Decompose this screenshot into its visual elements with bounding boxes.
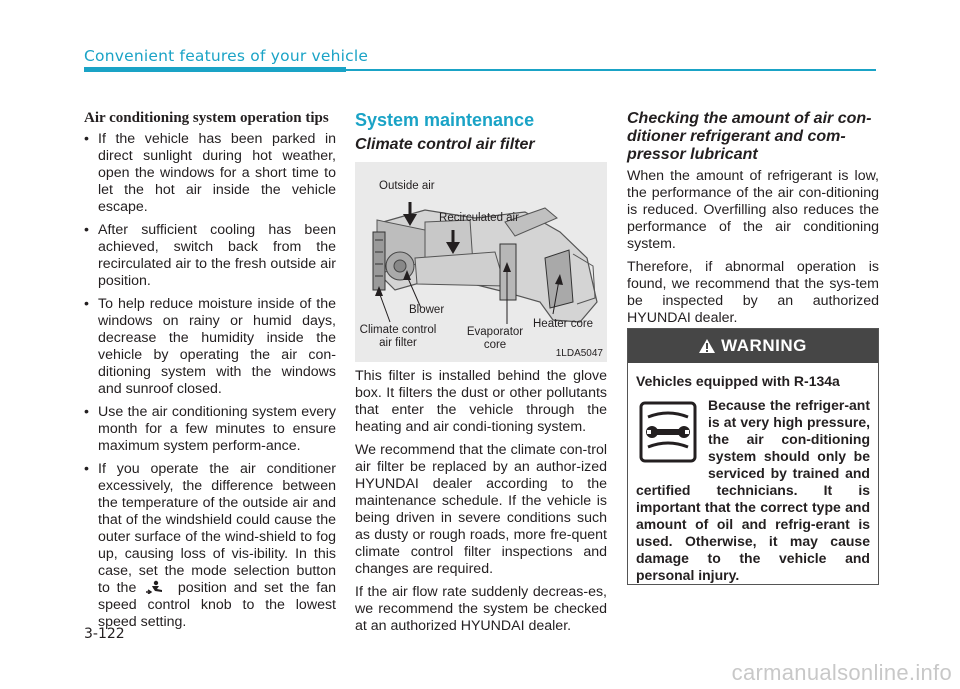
- air-filter-diagram: [355, 162, 607, 362]
- ac-tips-list: [84, 131, 336, 631]
- label-climate-filter: Climate control air filter: [359, 324, 437, 349]
- refrigerant-paragraph-1: When the amount of refrigerant is low, the performance of the air con-ditioning is reduced. Overfilling also reduces the performance of the air conditioning system.: [627, 168, 879, 252]
- air-filter-subtitle: Climate control air filter: [355, 136, 535, 153]
- ac-tips-heading: Air conditioning system operation tips: [84, 110, 329, 126]
- label-evaporator: Evaporator core: [466, 326, 524, 351]
- system-maintenance-title: System maintenance: [355, 110, 535, 130]
- refrigerant-check-title: Checking the amount of air con-ditioner refrigerant and com-pressor lubricant: [627, 110, 872, 163]
- filter-paragraph-1: This filter is installed behind the glove box. It filters the dust or other pollutants that enter the vehicle through the heating and air condi-tioning system.: [355, 368, 607, 435]
- warning-body: [628, 363, 878, 584]
- refrigerant-paragraph-2: Therefore, if abnormal operation is found, we recommend that the sys-tem be inspected by an authorized HYUNDAI dealer.: [627, 259, 879, 326]
- warning-box: [627, 328, 879, 585]
- label-outside-air: Outside air: [379, 180, 435, 192]
- wrench-book-icon: [638, 399, 698, 465]
- ac-tip-4: • Use the air conditioning system every month for a few minutes to ensure maximum system perform-ance.: [84, 404, 336, 455]
- column-3: [627, 110, 879, 333]
- ac-tip-5-before: If you operate the air conditioner excessively, the difference between the temperature of the outside air and that of the windshield could cause the outer surface of the wind-shield to fog up, causing loss of vis-ibility. In this case, set the mode selection button to the: [98, 461, 336, 596]
- warning-label: WARNING: [721, 336, 807, 355]
- column-2: [355, 110, 607, 641]
- header-rule-thick: [84, 67, 346, 72]
- ac-tip-1: • If the vehicle has been parked in direct sunlight during hot weather, open the windows for a short time to let the hot air inside the vehicle escape.: [84, 131, 336, 216]
- label-blower: Blower: [409, 304, 445, 316]
- label-heater-core: Heater core: [533, 318, 594, 330]
- warning-text: Because the refriger-ant is at very high pressure, the air con-ditioning system should only be serviced by trained and certified technicians. It is important that the correct type and amount of oil and refrig-erant is used. Otherwise, it may cause damage to the vehicle and personal injury.: [636, 397, 870, 583]
- header-rule-thin: [346, 69, 876, 71]
- ac-tip-5: [84, 461, 336, 631]
- label-recirculated-air: Recirculated air: [439, 212, 519, 224]
- ac-tip-5-after: position and set the fan speed control knob to the lowest speed setting.: [98, 580, 336, 630]
- filter-paragraph-3: If the air flow rate suddenly decreas-es, we recommend the system be checked at an authorized HYUNDAI dealer.: [355, 584, 607, 634]
- ac-tip-3: • To help reduce moisture inside of the windows on rainy or humid days, decrease the humidity inside the vehicle by operating the air con-ditioning system with the windows and sunroof closed.: [84, 296, 336, 398]
- warning-header: [628, 329, 878, 363]
- header-title: Convenient features of your vehicle: [84, 47, 369, 65]
- watermark: carmanualsonline.info: [731, 660, 952, 685]
- ac-tip-2: • After sufficient cooling has been achieved, switch back from the recirculated air to the fresh outside air position.: [84, 222, 336, 290]
- column-1: [84, 110, 336, 637]
- warning-subtitle: Vehicles equipped with R-134a: [636, 373, 840, 389]
- filter-paragraph-2: We recommend that the climate con-trol air filter be replaced by an author-ized HYUNDAI dealer according to the maintenance schedule. If the vehicle is being driven in severe conditions such as dusty or rough roads, more fre-quent climate control filter inspections and changes are required.: [355, 442, 607, 577]
- warning-triangle-icon: [699, 339, 715, 353]
- page-number: 3-122: [84, 626, 125, 642]
- figure-code: 1LDA5047: [555, 348, 603, 359]
- mode-floor-icon: [143, 580, 171, 594]
